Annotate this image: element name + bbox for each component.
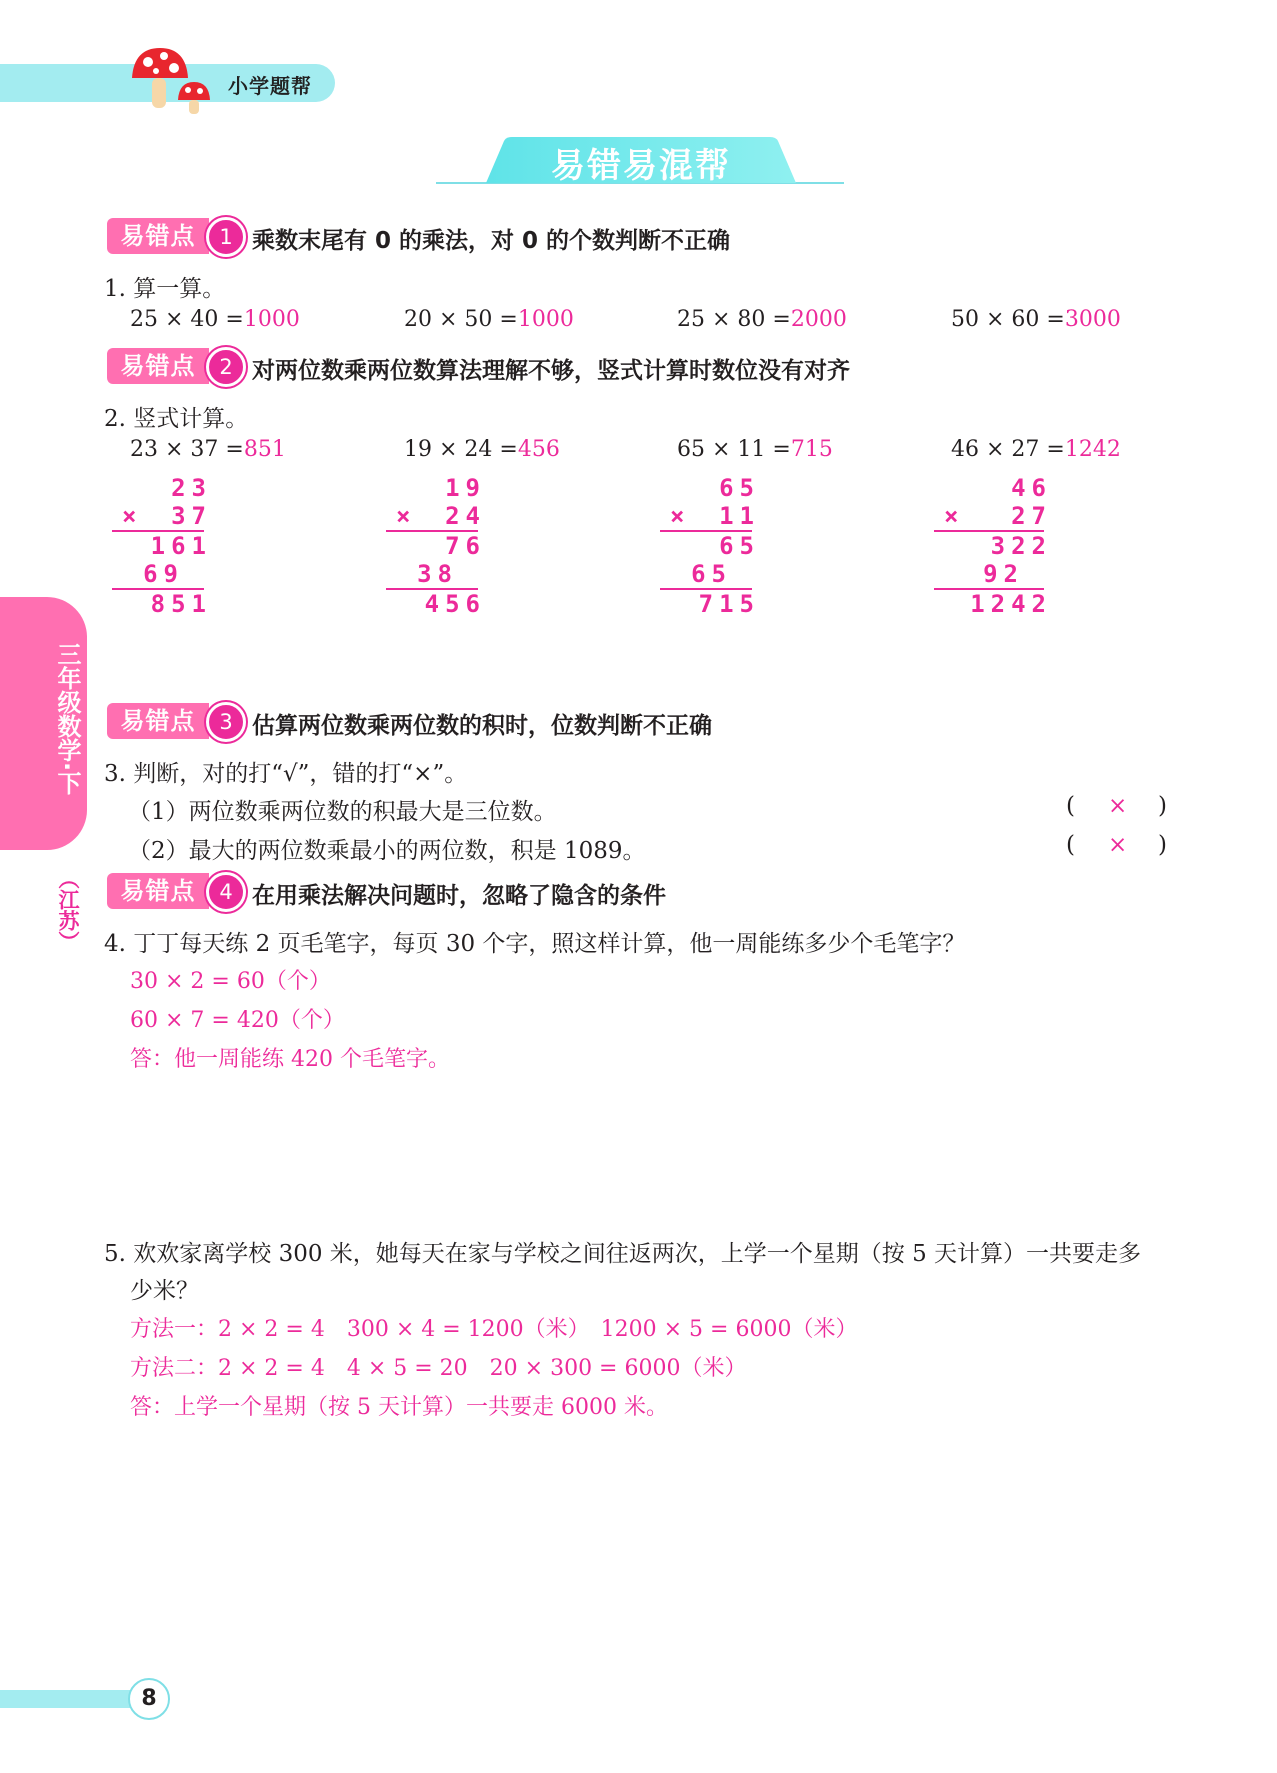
q5-answer: 答：上学一个星期（按 5 天计算）一共要走 6000 米。 bbox=[130, 1395, 668, 1420]
error-point-label: 易错点 bbox=[107, 218, 209, 254]
side-region: （江苏） bbox=[56, 868, 80, 952]
mushroom-icon bbox=[128, 44, 224, 116]
q2-answer: 851 bbox=[243, 437, 286, 462]
q2-expr: 65 × 11 = bbox=[677, 437, 791, 462]
q1-item bbox=[130, 307, 300, 332]
q1-expr: 25 × 80 = bbox=[677, 307, 791, 332]
question-5-prompt: 5. 欢欢家离学校 300 米，她每天在家与学校之间往返两次，上学一个星期（按 5 天计算）一共要走多 bbox=[104, 1241, 1142, 1267]
error-point-label: 易错点 bbox=[107, 873, 209, 909]
vc-multiplier: 37 bbox=[171, 502, 212, 530]
vc-multiplicand: 19 bbox=[445, 474, 486, 502]
q3-mark: × bbox=[1108, 832, 1128, 858]
q3-mark: × bbox=[1108, 793, 1128, 819]
q1-answer: 3000 bbox=[1064, 307, 1121, 332]
q2-expr: 23 × 37 = bbox=[130, 437, 244, 462]
times-icon: × bbox=[670, 502, 685, 530]
error-point-number: 3 bbox=[206, 702, 246, 742]
q1-expr: 25 × 40 = bbox=[130, 307, 244, 332]
vertical-calc bbox=[386, 474, 486, 618]
q2-answer: 715 bbox=[790, 437, 833, 462]
error-point-title: 估算两位数乘两位数的积时，位数判断不正确 bbox=[252, 713, 712, 739]
page-title: 易错易混帮 bbox=[551, 146, 731, 186]
page-number: 8 bbox=[128, 1678, 170, 1720]
q5-method-1: 方法一：2 × 2 = 4 300 × 4 = 1200（米） 1200 × 5 = 6000（米） bbox=[130, 1317, 858, 1342]
footer-band bbox=[0, 1690, 140, 1708]
q2-expr: 19 × 24 = bbox=[404, 437, 518, 462]
vertical-calc bbox=[660, 474, 760, 618]
vc-result: 456 bbox=[424, 590, 486, 618]
vc-result: 715 bbox=[698, 590, 760, 618]
error-point-number: 1 bbox=[206, 217, 246, 257]
vc-multiplier: 11 bbox=[719, 502, 760, 530]
question-5-prompt-cont: 少米？ bbox=[130, 1278, 199, 1304]
vc-partial-1: 65 bbox=[719, 532, 760, 560]
times-icon: × bbox=[122, 502, 137, 530]
vc-partial-2: 69 bbox=[143, 560, 184, 588]
q3-paren-close: ) bbox=[1158, 832, 1167, 858]
error-point-number: 4 bbox=[206, 872, 246, 912]
vertical-calc bbox=[112, 474, 212, 618]
q1-expr: 20 × 50 = bbox=[404, 307, 518, 332]
error-point-label: 易错点 bbox=[107, 348, 209, 384]
times-icon: × bbox=[396, 502, 411, 530]
q4-answer: 答：他一周能练 420 个毛笔字。 bbox=[130, 1047, 450, 1072]
vc-multiplicand: 65 bbox=[719, 474, 760, 502]
q1-answer: 2000 bbox=[790, 307, 847, 332]
q3-statement: （1）两位数乘两位数的积最大是三位数。 bbox=[128, 799, 557, 825]
error-point-title: 乘数末尾有 0 的乘法，对 0 的个数判断不正确 bbox=[252, 228, 731, 254]
vc-partial-1: 322 bbox=[990, 532, 1052, 560]
vc-partial-2: 92 bbox=[983, 560, 1024, 588]
vc-partial-1: 161 bbox=[150, 532, 212, 560]
error-point-label: 易错点 bbox=[107, 703, 209, 739]
question-3-prompt: 3. 判断，对的打“√”，错的打“×”。 bbox=[104, 761, 468, 787]
q4-step: 30 × 2 = 60（个） bbox=[130, 969, 331, 994]
q4-step: 60 × 7 = 420（个） bbox=[130, 1008, 345, 1033]
error-point-title: 对两位数乘两位数算法理解不够，竖式计算时数位没有对齐 bbox=[252, 358, 850, 384]
q3-statement: （2）最大的两位数乘最小的两位数，积是 1089。 bbox=[128, 838, 646, 864]
side-grade: 三年级数学·下 bbox=[53, 642, 81, 796]
vc-multiplier: 27 bbox=[1011, 502, 1052, 530]
times-icon: × bbox=[944, 502, 959, 530]
q2-expr: 46 × 27 = bbox=[951, 437, 1065, 462]
vc-multiplier: 24 bbox=[445, 502, 486, 530]
vc-multiplicand: 23 bbox=[171, 474, 212, 502]
brand-name: 小学题帮 bbox=[228, 74, 312, 98]
error-point-number: 2 bbox=[206, 347, 246, 387]
vc-partial-2: 38 bbox=[417, 560, 458, 588]
q2-item bbox=[677, 437, 833, 462]
q1-answer: 1000 bbox=[243, 307, 300, 332]
vertical-calc bbox=[934, 474, 1052, 618]
question-2-prompt: 2. 竖式计算。 bbox=[104, 406, 249, 432]
vc-result: 1242 bbox=[970, 590, 1052, 618]
q3-paren-open: ( bbox=[1066, 832, 1075, 858]
q1-item bbox=[951, 307, 1121, 332]
q2-item bbox=[130, 437, 286, 462]
vc-result: 851 bbox=[150, 590, 212, 618]
q1-answer: 1000 bbox=[517, 307, 574, 332]
q2-answer: 456 bbox=[517, 437, 560, 462]
q1-item bbox=[677, 307, 847, 332]
question-1-prompt: 1. 算一算。 bbox=[104, 276, 226, 302]
q1-expr: 50 × 60 = bbox=[951, 307, 1065, 332]
vc-multiplicand: 46 bbox=[1011, 474, 1052, 502]
question-4-prompt: 4. 丁丁每天练 2 页毛笔字，每页 30 个字，照这样计算，他一周能练多少个毛笔字？ bbox=[104, 931, 966, 957]
q2-answer: 1242 bbox=[1064, 437, 1121, 462]
q2-item bbox=[951, 437, 1121, 462]
q1-item bbox=[404, 307, 574, 332]
q3-paren-close: ) bbox=[1158, 793, 1167, 819]
error-point-title: 在用乘法解决问题时，忽略了隐含的条件 bbox=[252, 883, 666, 909]
q2-item bbox=[404, 437, 560, 462]
vc-partial-2: 65 bbox=[691, 560, 732, 588]
side-region-text: 江苏 bbox=[56, 889, 80, 931]
q5-method-2: 方法二：2 × 2 = 4 4 × 5 = 20 20 × 300 = 6000（米） bbox=[130, 1356, 747, 1381]
vc-partial-1: 76 bbox=[445, 532, 486, 560]
q3-paren-open: ( bbox=[1066, 793, 1075, 819]
